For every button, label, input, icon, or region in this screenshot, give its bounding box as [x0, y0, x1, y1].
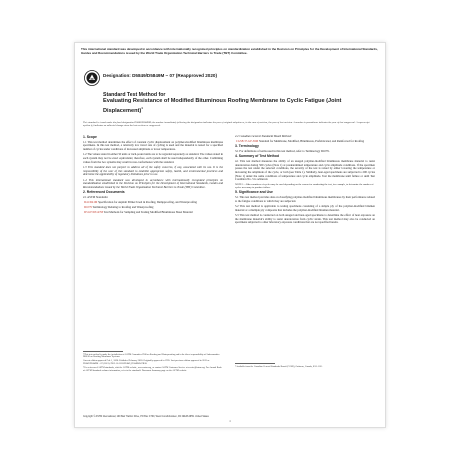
- reference-cgsb-text: Standard for Membrane, Modified, Bituminous, Prefabricated, and Reinforced for Roofing: [258, 139, 365, 144]
- title-block: [103, 92, 353, 114]
- section-scope-heading: 1. Scope: [83, 135, 97, 139]
- footnote-1-edition: Current edition approved Feb. 1, 2020. Published February 2020. Originally approved in 1995. Last previous edition approved in 2013 as D5849/D5849M – 07 (2013). DOI: 10.1520/D5849_D5849M-07R20.: [83, 360, 210, 366]
- reference-d5147: [84, 209, 223, 215]
- reference-d1079-link[interactable]: D1079: [84, 205, 92, 210]
- footnote-1: ¹ This test method is under the jurisdiction of ASTM Committee D08 on Roofing and Waterproofing and is the direct responsibility of Subcommittee D08.20 on Roofing Membrane Systems.: [83, 353, 220, 359]
- footnote-2: ² For referenced ASTM standards, visit the ASTM website, www.astm.org, or contact ASTM Customer Service at service@astm.org. For Annual Book of ASTM Standards volume information, refer to the standard's Document Summary page on the ASTM website.: [83, 367, 222, 373]
- paragraph-5-1: 5.1 This test method provides data on classifying polymer-modified bituminous membranes by their performance related to the fatigue conditions to which they are subjected.: [235, 195, 375, 203]
- section-terminology-heading: 3. Terminology: [235, 144, 259, 149]
- paragraph-3-1: 3.1 For definitions of terms used in this test method, refer to Terminology D1079.: [235, 148, 330, 153]
- astm-logo: [84, 70, 100, 86]
- paragraph-4-1: 4.1 This test method measures the ability of an unaged polymer-modified bituminous membrane material to resist deterioration during 500 cycles (Note 1) at predetermined temperature and cycle amplitude conditions. If the specimen passes the test under the selected conditions, the severity of the test is raised by either lowering the temperature or increasing the amplitude of the cycle, or both (see Table 1). Similarly, heat-aged specimens are subjected to 200 cycles (Note 1) under the same conditions of temperature and cycle amplitude. Test the membrane until failure or until Test Condition No. 5 is achieved.: [235, 159, 375, 182]
- designation: Designation: D5849/D5849M − 07 (Reapproved 2020): [103, 73, 217, 78]
- right-footnotes: [235, 363, 375, 368]
- standard-title: [103, 98, 353, 114]
- section-significance-heading: 5. Significance and Use: [235, 190, 273, 195]
- note-1: NOTE 1—Other numbers of cycles may be used depending on the reason for conducting the test, for example, to determine the number of cycles necessary to produce failure.: [235, 183, 374, 190]
- standard-title-text: Evaluating Resistance of Modified Bituminous Roofing Membrane to Cyclic Fatigue (Joint Displacement): [103, 98, 342, 114]
- standards-notice: This international standard was developed in accordance with internationally recognized principles on standardization established in the Decision on Principles for the Development of International Standards, Guides and Recommendations issued by the World Trade Organization Technical Barriers to Trade (TBT) Committee.: [81, 47, 378, 55]
- paragraph-1-2: 1.2 The values stated in either SI units or inch-pound units are to be regarded separately as standard. The values stated in each system may not be exact equivalents; therefore, each system shall be used independently of the other. Combining values from the two systems may result in non-conformance with the standard.: [83, 152, 223, 164]
- section-summary-heading: 4. Summary of Test Method: [235, 154, 280, 159]
- right-footnote-divider: [235, 363, 275, 364]
- paragraph-2-2: 2.2 Canadian General Standards Board Method:: [235, 134, 292, 138]
- footnote-divider: [83, 351, 123, 352]
- left-footnotes: [83, 351, 223, 374]
- reference-d41-text: Specification for Asphalt Primer Used in Roofing, Dampproofing, and Waterproofing: [97, 200, 197, 205]
- section-referenced-docs-heading: 2. Referenced Documents: [83, 190, 125, 195]
- standard-label: Standard Test Method for: [103, 92, 166, 98]
- reference-d5147-text: Test Methods for Sampling and Testing Modified Bituminous Sheet Material: [103, 209, 193, 214]
- reference-cgsb: [236, 139, 375, 144]
- reference-d41-link[interactable]: D41/D41M: [84, 200, 98, 205]
- right-column: [235, 135, 375, 227]
- paragraph-5-3: 5.3 This test method is conducted on both unaged and heat-aged specimens to determine the effect of heat exposure on the membrane material's ability to resist deterioration from cyclic strain. This test method may also be conducted on specimens subjected to other laboratory exposure conditions that are not specified herein.: [235, 213, 375, 225]
- reference-d1079-text: Terminology Relating to Roofing and Waterproofing: [91, 205, 154, 210]
- left-column: [83, 135, 223, 216]
- title-footnote-ref: 1: [141, 105, 143, 110]
- paragraph-2-1: 2.1 ASTM Standards:: [83, 194, 109, 199]
- document-page: [74, 42, 386, 428]
- paragraph-5-2: 5.2 This test method is applicable to testing specimens consisting of a simple ply of the polymer-modified bitumen material or a multiple ply composite that includes the polymer-modified bitumen material.: [235, 204, 375, 212]
- paragraph-1-4: 1.4 This international standard was developed in accordance with internationally recognized principles on standardization established in the Decision on Principles for the Development of International Standards, Guides and Recommendations issued by the World Trade Organization Technical Barriers to Trade (TBT) Committee.: [83, 177, 223, 189]
- reference-cgsb-link[interactable]: CGSB 37-GP-56M: [236, 139, 259, 144]
- paragraph-1-3: 1.3 This standard does not purport to address all of the safety concerns, if any, associated with its use. It is the responsibility of the user of this standard to establish appropriate safety, health, and environmental practices and determine the applicability of regulatory limitations prior to use.: [83, 164, 223, 177]
- page-number: 1: [229, 419, 231, 423]
- reference-d5147-link[interactable]: D5147/D5147M: [84, 209, 104, 214]
- fixed-designation-note: This standard is issued under the fixed designation D5849/D5849M; the number immediately following the designation indicates the year of original adoption or, in the case of revision, the year of last revision. A number in parentheses indicates the year of last reapproval. A superscript epsilon (ε) indicates an editorial change since the last revision or reapproval.: [83, 121, 370, 127]
- copyright-footer: Copyright © ASTM International, 100 Barr Harbor Drive, PO Box C700, West Conshohocken, PA 19428-2959. United States: [83, 416, 209, 418]
- footnote-3: ³ Available from the Canadian General Standards Board (CGSB), Gatineau, Canada, K1A 1G6.: [235, 365, 323, 368]
- paragraph-1-1: 1.1 This test method determines the effect of constant cyclic displacement on polymer-modified bituminous membrane specimens. In this test method, a relatively low travel rate of cycling is used and the material is tested for a specified number of cycles under conditions of increased amplitude or lower temperature.: [83, 139, 223, 151]
